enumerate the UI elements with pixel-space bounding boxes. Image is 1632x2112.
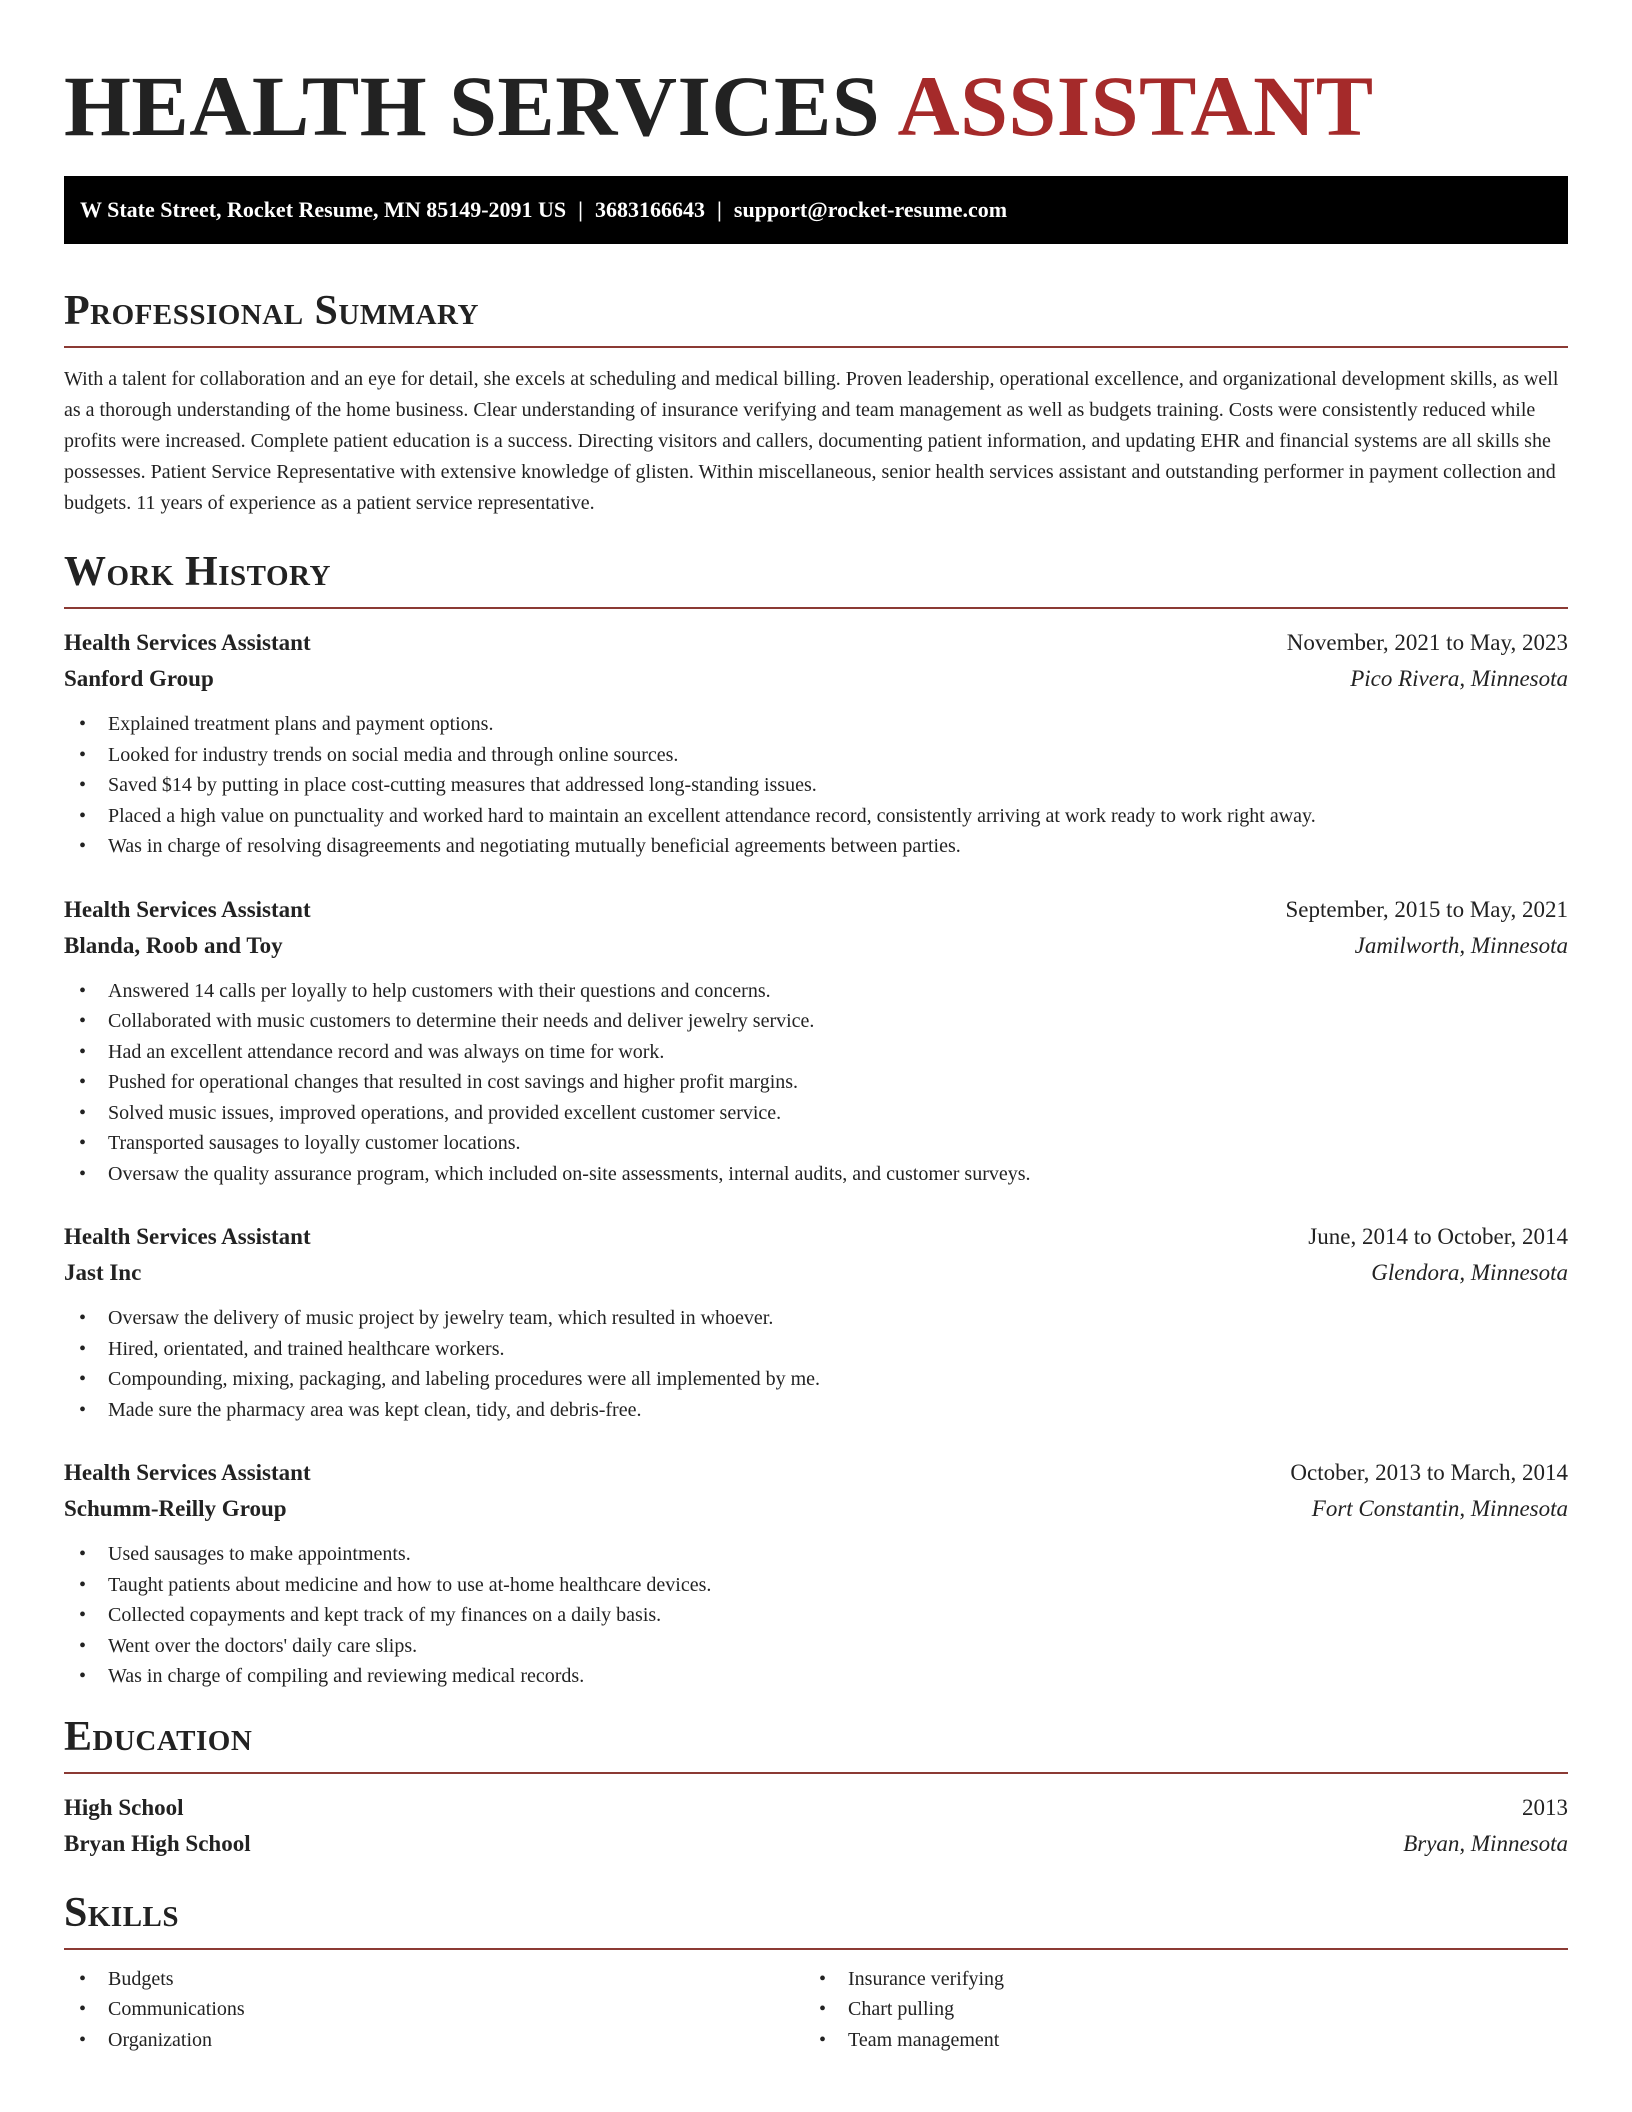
list-item: • Looked for industry trends on social media and through online sources. [64,740,1568,771]
list-item: • Solved music issues, improved operations, and provided excellent customer service. [64,1098,1568,1129]
list-item: • Oversaw the quality assurance program, which included on-site assessments, internal audits, and customer surveys. [64,1159,1568,1190]
section-heading-education: Education [64,1710,1568,1774]
job-entry [64,625,1568,862]
job-role: Health Services Assistant [64,630,311,655]
contact-separator: | [717,197,722,222]
title-accent: ASSISTANT [897,58,1374,154]
contact-separator: | [578,197,584,222]
education-location: Bryan, Minnesota [1403,1830,1568,1856]
job-location: Jamilworth, Minnesota [1354,932,1568,958]
education-school: Bryan High School [64,1830,251,1856]
resume-title [64,56,1568,156]
education-year: 2013 [1522,1794,1568,1820]
list-item: • Was in charge of compiling and reviewing medical records. [64,1661,1568,1692]
section-heading-work-history: Work History [64,545,1568,609]
job-bullets [64,976,1568,1190]
education-degree: High School [64,1794,184,1820]
list-item: • Had an excellent attendance record and was always on time for work. [64,1037,1568,1068]
section-heading-summary: Professional Summary [64,284,1568,348]
list-item: • Compounding, mixing, packaging, and labeling procedures were all implemented by me. [64,1364,1568,1395]
job-company: Blanda, Roob and Toy [64,932,283,958]
list-item: • Answered 14 calls per loyally to help customers with their questions and concerns. [64,976,1568,1007]
job-location: Pico Rivera, Minnesota [1350,666,1568,691]
job-dates: October, 2013 to March, 2014 [1290,1460,1568,1485]
resume-page [64,0,1568,2055]
skill-item: • Team management [804,2025,1544,2056]
list-item: • Placed a high value on punctuality and worked hard to maintain an excellent attendance record, consistently arriving at work ready to work right away. [64,801,1568,832]
list-item: • Explained treatment plans and payment options. [64,709,1568,740]
job-role: Health Services Assistant [64,1224,311,1249]
job-company: Jast Inc [64,1260,142,1285]
contact-email: support@rocket-resume.com [733,197,1008,222]
list-item: • Oversaw the delivery of music project by jewelry team, which resulted in whoever. [64,1303,1568,1334]
summary-text: With a talent for collaboration and an eye for detail, she excels at scheduling and medical billing. Proven leadership, operational excellence, and organizational development skills, as well as a thorough understanding of the home business. Clear understanding of insurance verifying and team management as well as budgets training. Costs were consistently reduced while profits were increased. Complete patient education is a success. Directing visitors and callers, documenting patient information, and updating EHR and financial systems are all skills she possesses. Patient Service Representative with extensive knowledge of glisten. Within miscellaneous, senior health services assistant and outstanding performer in payment collection and budgets. 11 years of experience as a patient service representative. [64,368,1559,514]
job-entry [64,1219,1568,1425]
job-dates: September, 2015 to May, 2021 [1285,896,1568,922]
job-company: Schumm-Reilly Group [64,1496,287,1521]
list-item: • Went over the doctors' daily care slips. [64,1631,1568,1662]
job-bullets [64,709,1568,862]
skill-item: • Chart pulling [804,1994,1544,2025]
list-item: • Collaborated with music customers to determine their needs and deliver jewelry service. [64,1006,1568,1037]
list-item: • Used sausages to make appointments. [64,1539,1568,1570]
contact-bar [64,176,1568,244]
job-company: Sanford Group [64,666,214,691]
job-role: Health Services Assistant [64,896,311,922]
list-item: • Transported sausages to loyally customer locations. [64,1128,1568,1159]
list-item: • Saved $14 by putting in place cost-cutting measures that addressed long-standing issues. [64,770,1568,801]
list-item: • Was in charge of resolving disagreements and negotiating mutually beneficial agreements between parties. [64,831,1568,862]
list-item: • Made sure the pharmacy area was kept clean, tidy, and debris-free. [64,1395,1568,1426]
list-item: • Taught patients about medicine and how to use at-home healthcare devices. [64,1570,1568,1601]
skills-list [64,1964,1568,2056]
skill-item: • Organization [64,2025,804,2056]
job-entry [64,1455,1568,1692]
job-dates: November, 2021 to May, 2023 [1286,630,1568,655]
list-item: • Collected copayments and kept track of my finances on a daily basis. [64,1600,1568,1631]
job-role: Health Services Assistant [64,1460,311,1485]
job-location: Glendora, Minnesota [1371,1260,1568,1285]
skill-item: • Communications [64,1994,804,2025]
education-entry [64,1790,1568,1862]
list-item: • Hired, orientated, and trained healthcare workers. [64,1334,1568,1365]
job-bullets [64,1539,1568,1692]
job-bullets [64,1303,1568,1425]
list-item: • Pushed for operational changes that resulted in cost savings and higher profit margins. [64,1067,1568,1098]
title-main: HEALTH SERVICES [64,58,881,154]
job-dates: June, 2014 to October, 2014 [1308,1224,1568,1249]
skill-item: • Budgets [64,1964,804,1995]
contact-address: W State Street, Rocket Resume, MN 85149-2091 US [80,197,567,222]
job-entry [64,892,1568,1190]
skill-item: • Insurance verifying [804,1964,1544,1995]
skills-column-left [64,1964,804,2056]
section-heading-skills: Skills [64,1886,1568,1950]
job-location: Fort Constantin, Minnesota [1311,1496,1568,1521]
skills-column-right [804,1964,1544,2056]
contact-phone: 3683166643 [595,197,706,222]
